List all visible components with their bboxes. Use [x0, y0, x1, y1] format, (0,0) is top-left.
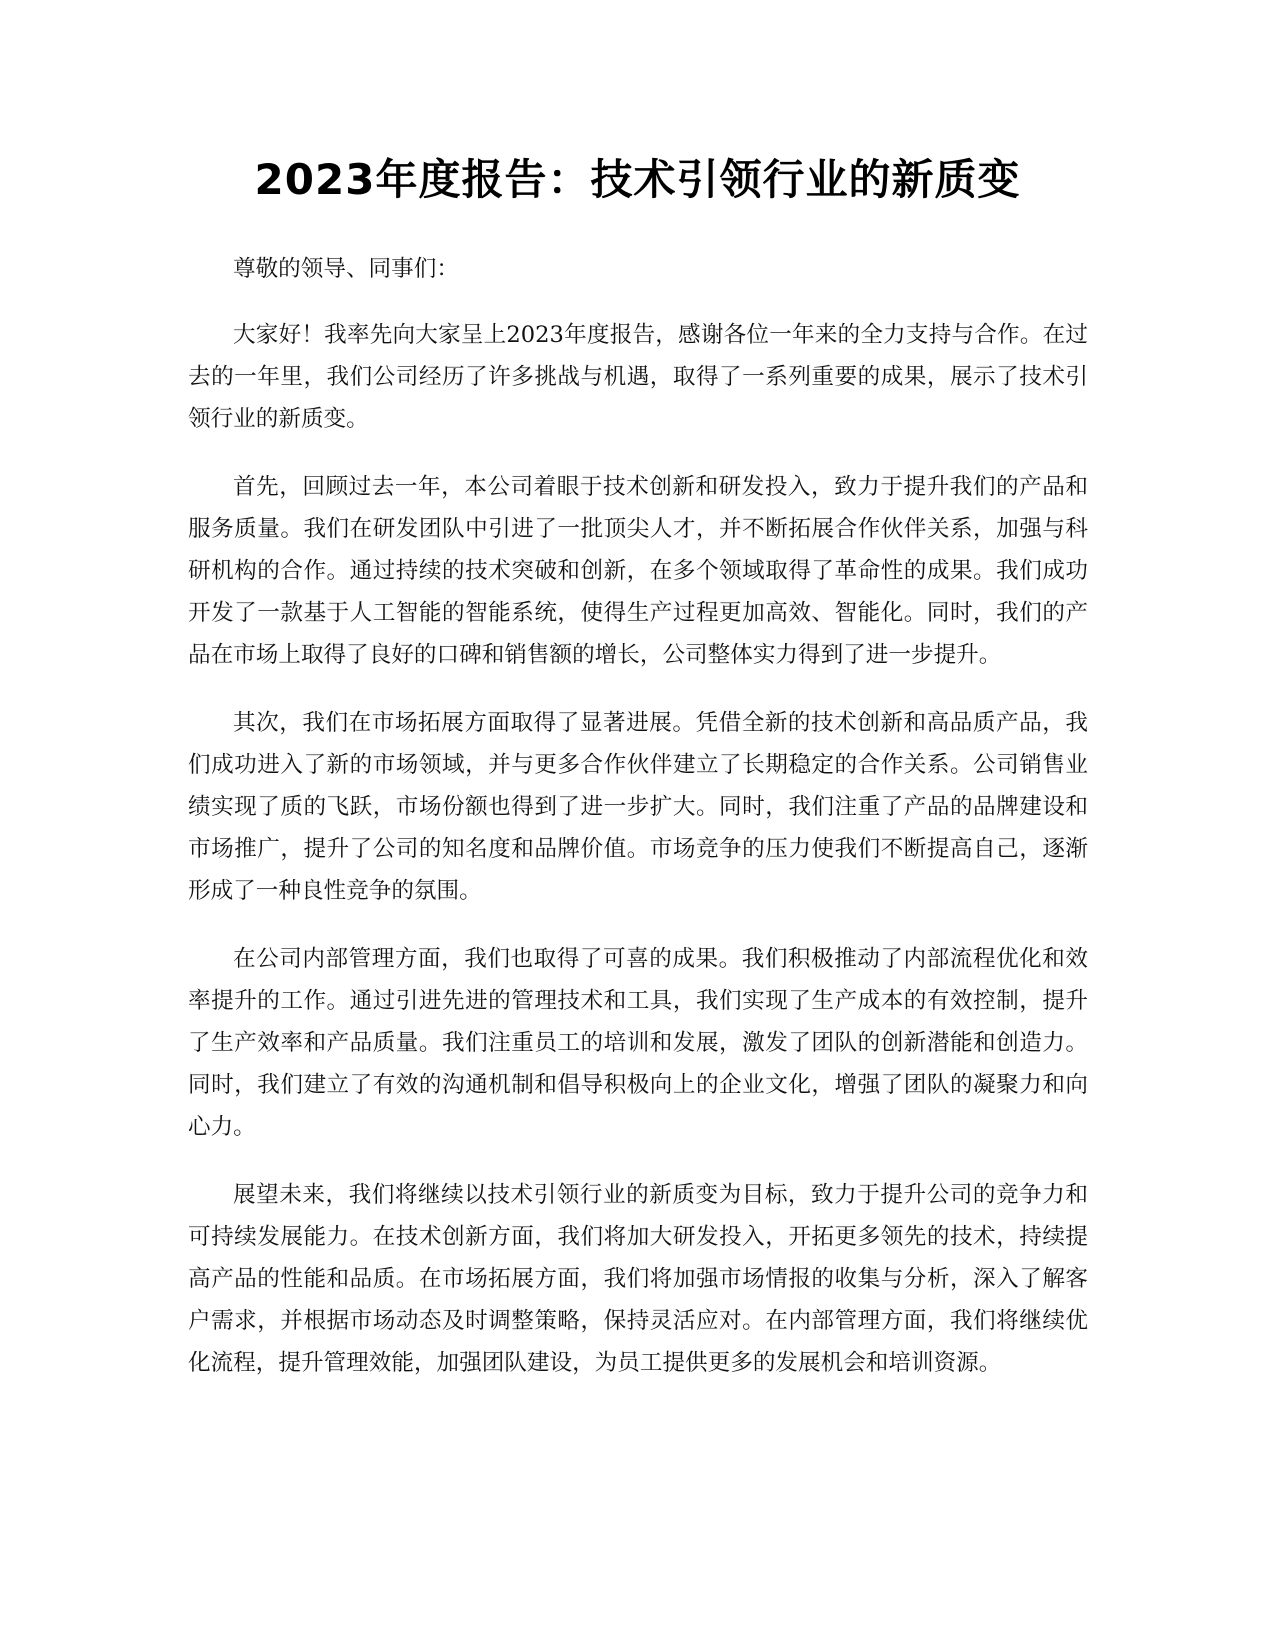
- document-body: [188, 248, 1088, 1410]
- document-title: 2023年度报告：技术引领行业的新质变: [254, 155, 1021, 204]
- salutation: 尊敬的领导、同事们：: [233, 256, 459, 282]
- paragraph-management: 在公司内部管理方面，我们也取得了可喜的成果。我们积极推动了内部流程优化和效率提升的工作。通过引进先进的管理技术和工具，我们实现了生产成本的有效控制，提升了生产效率和产品质量。我们注重员工的培训和发展，激发了团队的创新潜能和创造力。同时，我们建立了有效的沟通机制和倡导积极向上的企业文化，增强了团队的凝聚力和向心力。: [188, 946, 1088, 1140]
- paragraph-outlook: 展望未来，我们将继续以技术引领行业的新质变为目标，致力于提升公司的竞争力和可持续发展能力。在技术创新方面，我们将加大研发投入，开拓更多领先的技术，持续提高产品的性能和品质。在市场拓展方面，我们将加强市场情报的收集与分析，深入了解客户需求，并根据市场动态及时调整策略，保持灵活应对。在内部管理方面，我们将继续优化流程，提升管理效能，加强团队建设，为员工提供更多的发展机会和培训资源。: [188, 1182, 1088, 1376]
- paragraph-technology: 首先，回顾过去一年，本公司着眼于技术创新和研发投入，致力于提升我们的产品和服务质量。我们在研发团队中引进了一批顶尖人才，并不断拓展合作伙伴关系，加强与科研机构的合作。通过持续的技术突破和创新，在多个领域取得了革命性的成果。我们成功开发了一款基于人工智能的智能系统，使得生产过程更加高效、智能化。同时，我们的产品在市场上取得了良好的口碑和销售额的增长，公司整体实力得到了进一步提升。: [188, 474, 1088, 668]
- paragraph-market: 其次，我们在市场拓展方面取得了显著进展。凭借全新的技术创新和高品质产品，我们成功进入了新的市场领域，并与更多合作伙伴建立了长期稳定的合作关系。公司销售业绩实现了质的飞跃，市场份额也得到了进一步扩大。同时，我们注重了产品的品牌建设和市场推广，提升了公司的知名度和品牌价值。市场竞争的压力使我们不断提高自己，逐渐形成了一种良性竞争的氛围。: [188, 710, 1088, 904]
- paragraph-opening: 大家好！我率先向大家呈上2023年度报告，感谢各位一年来的全力支持与合作。在过去的一年里，我们公司经历了许多挑战与机遇，取得了一系列重要的成果，展示了技术引领行业的新质变。: [188, 322, 1088, 432]
